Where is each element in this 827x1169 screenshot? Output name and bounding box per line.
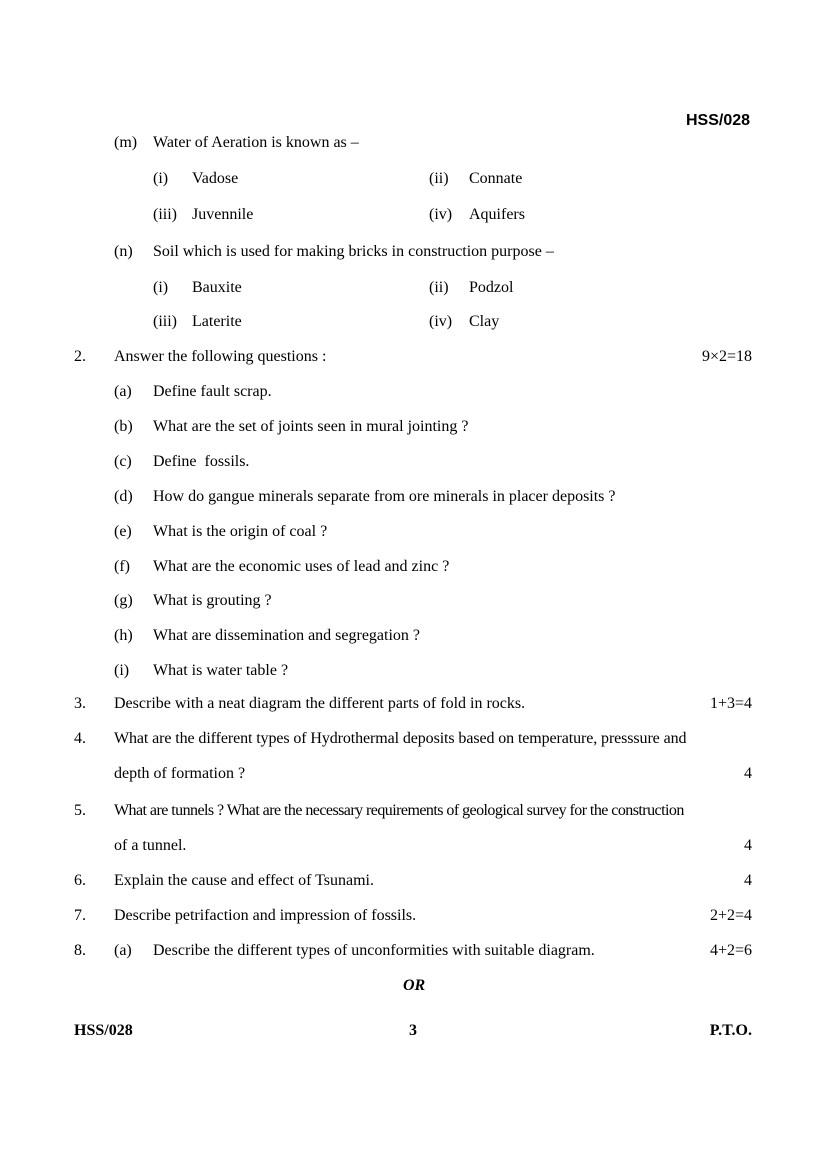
q1n-opt2-text: Podzol xyxy=(469,279,514,296)
q2c-text: Define fossils. xyxy=(153,453,250,470)
q1n-opt4-num: (iv) xyxy=(429,313,453,330)
q8-marks: 4+2=6 xyxy=(709,942,752,959)
q2d-text: How do gangue minerals separate from ore minerals in placer deposits ? xyxy=(153,488,616,505)
q5-number: 5. xyxy=(74,802,86,819)
q1n-opt1-text: Bauxite xyxy=(192,279,242,296)
q4-text-line1: What are the different types of Hydrothermal deposits based on temperature, presssure and xyxy=(114,730,687,747)
q7-number: 7. xyxy=(74,907,86,924)
footer-code: HSS/028 xyxy=(74,1022,133,1039)
q1n-label: (n) xyxy=(114,243,133,260)
q1m-text: Water of Aeration is known as – xyxy=(153,134,359,151)
q1m-opt1-text: Vadose xyxy=(192,170,239,187)
q2g-label: (g) xyxy=(114,592,133,609)
q1m-label: (m) xyxy=(114,134,138,151)
header-code: HSS/028 xyxy=(686,112,751,129)
q3-marks: 1+3=4 xyxy=(709,695,752,712)
q1m-opt2-text: Connate xyxy=(469,170,523,187)
q4-marks: 4 xyxy=(744,765,752,782)
q2a-text: Define fault scrap. xyxy=(153,383,272,400)
q2f-label: (f) xyxy=(114,558,130,575)
q3-number: 3. xyxy=(74,695,86,712)
q2e-label: (e) xyxy=(114,523,132,540)
q7-text: Describe petrifaction and impression of fossils. xyxy=(114,907,417,924)
q4-text-line2: depth of formation ? xyxy=(114,765,246,782)
q2i-label: (i) xyxy=(114,662,130,679)
q8-number: 8. xyxy=(74,942,86,959)
q1n-opt2-num: (ii) xyxy=(429,279,449,296)
q2b-label: (b) xyxy=(114,418,133,435)
q1n-text: Soil which is used for making bricks in construction purpose – xyxy=(153,243,554,260)
q2a-label: (a) xyxy=(114,383,132,400)
q2g-text: What is grouting ? xyxy=(153,592,272,609)
q2-marks: 9×2=18 xyxy=(701,348,752,365)
q4-number: 4. xyxy=(74,730,86,747)
q5-text-line2: of a tunnel. xyxy=(114,837,187,854)
q6-marks: 4 xyxy=(744,872,752,889)
q2f-text: What are the economic uses of lead and zinc ? xyxy=(153,558,450,575)
q1m-opt3-num: (iii) xyxy=(153,206,177,223)
q2-number: 2. xyxy=(74,348,86,365)
q2e-text: What is the origin of coal ? xyxy=(153,523,328,540)
q6-text: Explain the cause and effect of Tsunami. xyxy=(114,872,374,889)
q1m-opt1-num: (i) xyxy=(153,170,169,187)
q1n-opt3-text: Laterite xyxy=(192,313,242,330)
q1n-opt3-num: (iii) xyxy=(153,313,177,330)
q6-number: 6. xyxy=(74,872,86,889)
q1m-opt2-num: (ii) xyxy=(429,170,449,187)
q2c-label: (c) xyxy=(114,453,132,470)
page-number: 3 xyxy=(409,1022,417,1039)
q1n-opt4-text: Clay xyxy=(469,313,500,330)
q2h-text: What are dissemination and segregation ? xyxy=(153,627,421,644)
q2b-text: What are the set of joints seen in mural jointing ? xyxy=(153,418,469,435)
or-separator: OR xyxy=(403,977,426,994)
q1m-opt4-num: (iv) xyxy=(429,206,453,223)
pto-label: P.T.O. xyxy=(709,1022,752,1039)
q5-text-line1: What are tunnels ? What are the necessary requirements of geological survey for the construction xyxy=(114,802,684,819)
q2h-label: (h) xyxy=(114,627,133,644)
q8a-label: (a) xyxy=(114,942,132,959)
q1n-opt1-num: (i) xyxy=(153,279,169,296)
q1m-opt4-text: Aquifers xyxy=(469,206,525,223)
q3-text: Describe with a neat diagram the different parts of fold in rocks. xyxy=(114,695,526,712)
q7-marks: 2+2=4 xyxy=(709,907,752,924)
q5-marks: 4 xyxy=(744,837,752,854)
q2i-text: What is water table ? xyxy=(153,662,289,679)
q2d-label: (d) xyxy=(114,488,133,505)
q1m-opt3-text: Juvennile xyxy=(192,206,254,223)
q2-text: Answer the following questions : xyxy=(114,348,327,365)
q8a-text: Describe the different types of unconformities with suitable diagram. xyxy=(153,942,595,959)
